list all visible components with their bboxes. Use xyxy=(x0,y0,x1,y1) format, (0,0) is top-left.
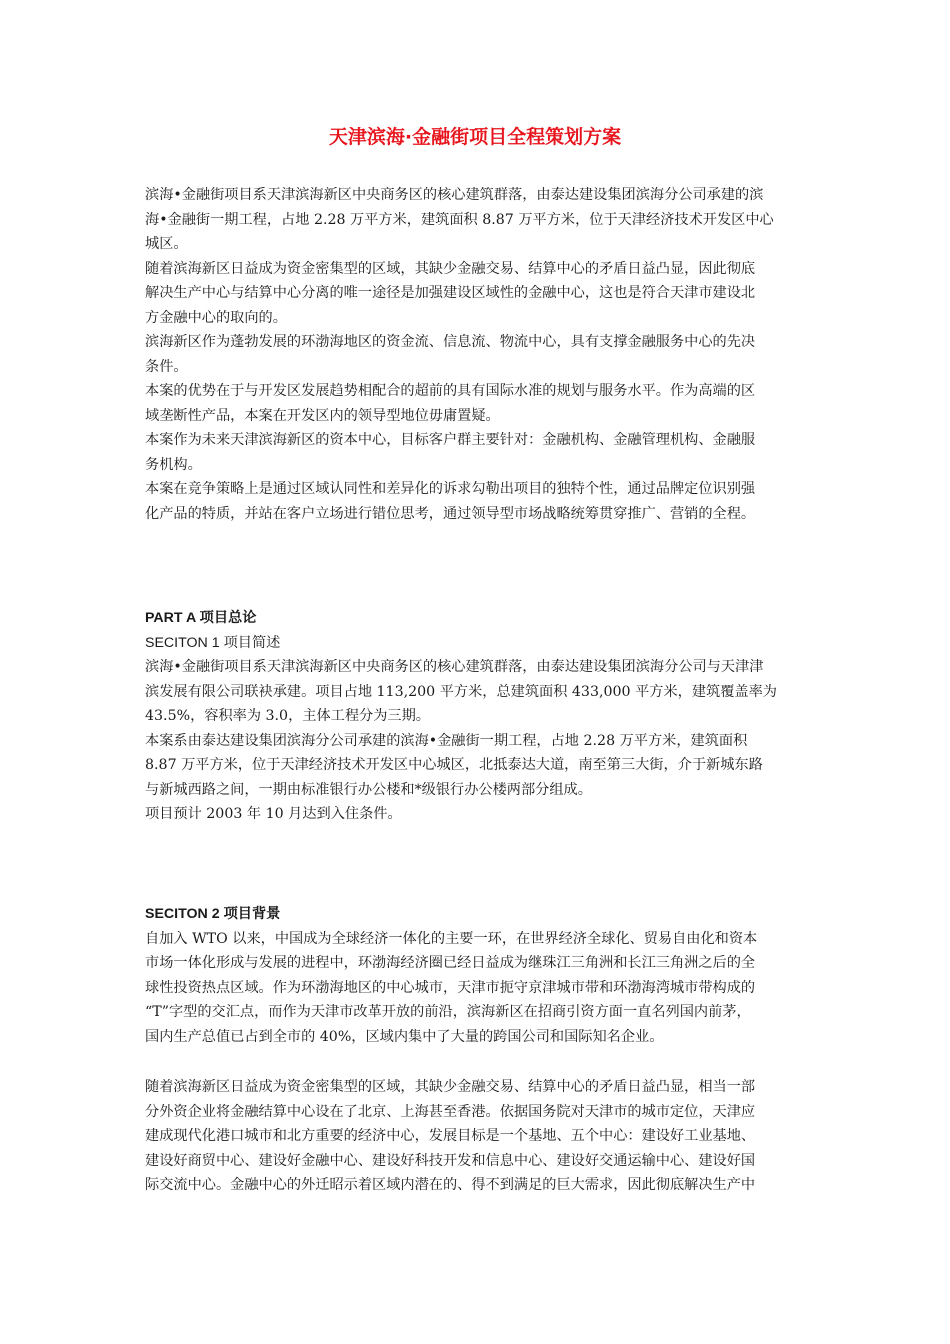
text-line: 建成现代化港口城市和北方重要的经济中心，发展目标是一个基地、五个中心：建设好工业基地、 xyxy=(145,1128,756,1144)
document-title: 天津滨海·金融街项目全程策划方案 xyxy=(328,126,622,148)
text-line: 8.87 万平方米，位于天津经济技术开发区中心城区，北抵泰达大道，南至第三大街，介于新城东路 xyxy=(145,757,763,773)
text-line: 本案系由泰达建设集团滨海分公司承建的滨海•金融街一期工程，占地 2.28 万平方米，建筑面积 xyxy=(145,732,748,749)
text-line: 本案作为未来天津滨海新区的资本中心，目标客户群主要针对：金融机构、金融管理机构、金融服 xyxy=(145,432,756,448)
text-line: 建设好商贸中心、建设好金融中心、建设好科技开发和信息中心、建设好交通运输中心、建设好国 xyxy=(145,1152,756,1169)
section1-title: SECITON 1 项目简述 xyxy=(145,634,281,651)
section2-heading: SECITON 2 项目背景 xyxy=(145,906,281,922)
text-line: 市场一体化形成与发展的进程中，环渤海经济圈已经日益成为继珠江三角洲和长江三角洲之后的全 xyxy=(145,955,756,971)
text-line: 务机构。 xyxy=(145,456,202,473)
text-line: 随着滨海新区日益成为资金密集型的区域，其缺少金融交易、结算中心的矛盾日益凸显，相当一部 xyxy=(145,1079,756,1095)
text-line: 与新城西路之间，一期由标准银行办公楼和*级银行办公楼两部分组成。 xyxy=(145,781,592,798)
text-line: 化产品的特质，并站在客户立场进行错位思考，通过领导型市场战略统筹贯穿推广、营销的全程。 xyxy=(145,505,756,522)
text-line: 滨海•金融街项目系天津滨海新区中央商务区的核心建筑群落，由泰达建设集团滨海分公司承建的滨 xyxy=(145,187,764,203)
text-line: 滨发展有限公司联袂承建。项目占地 113,200 平方米，总建筑面积 433,000 平方米，建筑覆盖率为 xyxy=(145,683,777,700)
text-line: 本案的优势在于与开发区发展趋势相配合的超前的具有国际水准的规划与服务水平。作为高端的区 xyxy=(145,383,756,399)
text-line: 海•金融街一期工程，占地 2.28 万平方米，建筑面积 8.87 万平方米，位于天津经济技术开发区中心 xyxy=(145,211,774,228)
text-line: “T”字型的交汇点，而作为天津市改革开放的前沿，滨海新区在招商引资方面一直名列国内前茅， xyxy=(145,1004,751,1020)
text-line: 滨海新区作为蓬勃发展的环渤海地区的资金流、信息流、物流中心，具有支撑金融服务中心的先决 xyxy=(145,334,756,350)
text-line: 本案在竞争策略上是通过区域认同性和差异化的诉求勾勒出项目的独特个性，通过品牌定位识别强 xyxy=(145,481,756,497)
text-line: 项目预计 2003 年 10 月达到入住条件。 xyxy=(145,806,402,822)
text-line: 方金融中心的取向的。 xyxy=(145,309,287,326)
part-a-heading: PART A 项目总论 xyxy=(145,610,257,626)
section2-paragraph2 xyxy=(145,1075,813,1198)
text-line: 43.5%，容积率为 3.0，主体工程分为三期。 xyxy=(145,708,430,724)
text-line: 自加入 WTO 以来，中国成为全球经济一体化的主要一环，在世界经济全球化、贸易自由化和资本 xyxy=(145,930,758,947)
text-line: 球性投资热点区域。作为环渤海地区的中心城市，天津市扼守京津城市带和环渤海湾城市带构成的 xyxy=(145,979,756,996)
text-line: 城区。 xyxy=(145,236,188,252)
text-line: 际交流中心。金融中心的外迁昭示着区域内潜在的、得不到满足的巨大需求，因此彻底解决生产中 xyxy=(145,1177,756,1193)
text-line: 分外资企业将金融结算中心设在了北京、上海甚至香港。依据国务院对天津市的城市定位，天津应 xyxy=(145,1103,756,1120)
text-line: 解决生产中心与结算中心分离的唯一途径是加强建设区域性的金融中心，这也是符合天津市建设北 xyxy=(145,285,756,301)
text-line: 域垄断性产品，本案在开发区内的领导型地位毋庸置疑。 xyxy=(145,407,500,424)
part-a-section xyxy=(145,606,813,827)
text-line: 国内生产总值已占到全市的 40%，区域内集中了大量的跨国公司和国际知名企业。 xyxy=(145,1028,664,1045)
intro-section xyxy=(145,183,813,526)
text-line: 随着滨海新区日益成为资金密集型的区域，其缺少金融交易、结算中心的矛盾日益凸显，因此彻底 xyxy=(145,260,756,277)
text-line: 滨海•金融街项目系天津滨海新区中央商务区的核心建筑群落，由泰达建设集团滨海分公司与天津津 xyxy=(145,659,764,675)
text-line: 条件。 xyxy=(145,358,188,375)
section2 xyxy=(145,902,813,1049)
